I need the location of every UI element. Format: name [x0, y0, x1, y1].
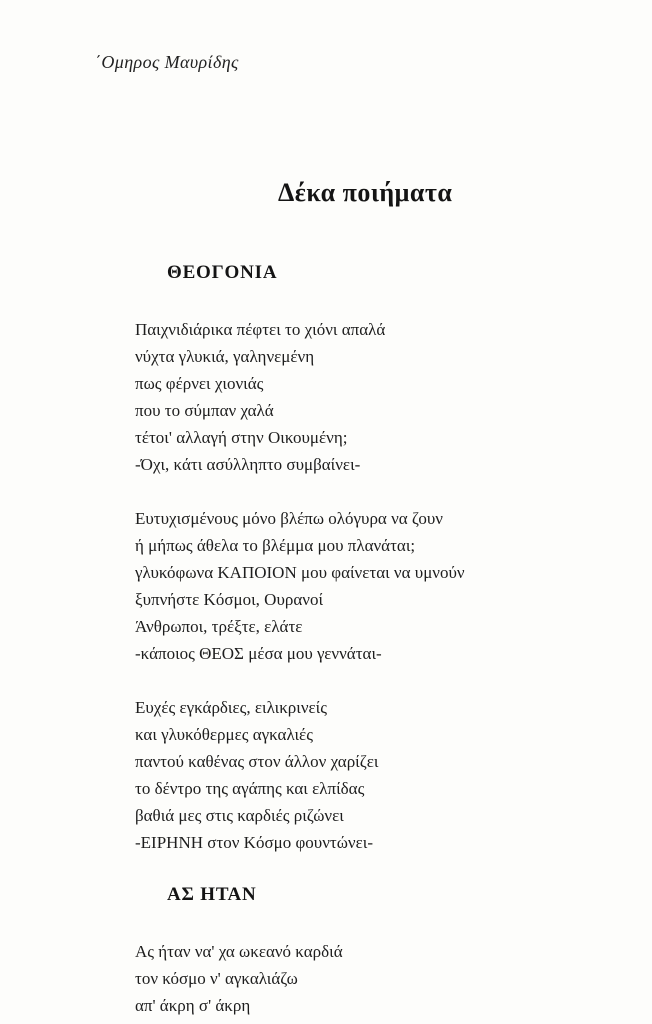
poem-line: απ' άκρη σ' άκρη	[135, 996, 251, 1015]
poem-line: που το σύμπαν χαλά	[135, 401, 274, 420]
poem-section-theogonia	[135, 262, 605, 856]
poem-line: τέτοι' αλλαγή στην Οικουμένη;	[135, 428, 348, 447]
poem-line: τον κόσμο ν' αγκαλιάζω	[135, 969, 298, 988]
poem-stanza	[135, 505, 605, 667]
poem-line: ή μήπως άθελα το βλέμμα μου πλανάται;	[135, 536, 416, 555]
poem-line: -Όχι, κάτι ασύλληπτο συμβαίνει-	[135, 455, 361, 474]
page-title: Δέκα ποιήματα	[278, 178, 453, 207]
poem-line: και γλυκόθερμες αγκαλιές	[135, 725, 313, 744]
poem-section-as-itan	[135, 884, 605, 1019]
poem-line: νύχτα γλυκιά, γαληνεμένη	[135, 347, 315, 366]
poem-line: Ευτυχισμένους μόνο βλέπω ολόγυρα να ζουν	[135, 509, 443, 528]
poem-line: παντού καθένας στον άλλον χαρίζει	[135, 752, 379, 771]
poem-stanza	[135, 694, 605, 856]
poem-heading: ΘΕΟΓΟΝΙΑ	[167, 262, 278, 283]
poem-line: Παιχνιδιάρικα πέφτει το χιόνι απαλά	[135, 320, 386, 339]
poem-line: Ας ήταν να' χα ωκεανό καρδιά	[135, 942, 343, 961]
poem-heading: ΑΣ ΗΤΑΝ	[167, 884, 257, 905]
poem-line: πως φέρνει χιονιάς	[135, 374, 264, 393]
poem-line: γλυκόφωνα ΚΑΠΟΙΟΝ μου φαίνεται να υμνούν	[135, 563, 465, 582]
poem-line: ξυπνήστε Κόσμοι, Ουρανοί	[135, 590, 324, 609]
poem-line: Ευχές εγκάρδιες, ειλικρινείς	[135, 698, 327, 717]
poem-line: το δέντρο της αγάπης και ελπίδας	[135, 779, 365, 798]
poem-line: -κάποιος ΘΕΟΣ μέσα μου γεννάται-	[135, 644, 382, 663]
poem-stanza	[135, 316, 605, 478]
poem-line: βαθιά μες στις καρδιές ριζώνει	[135, 806, 344, 825]
page-content	[135, 262, 605, 1019]
poem-line: Άνθρωποι, τρέξτε, ελάτε	[135, 617, 303, 636]
poem-stanza	[135, 938, 605, 1019]
author-name: ΄Ομηρος Μαυρίδης	[95, 52, 239, 72]
poem-line: -ΕΙΡΗΝΗ στον Κόσμο φουντώνει-	[135, 833, 373, 852]
